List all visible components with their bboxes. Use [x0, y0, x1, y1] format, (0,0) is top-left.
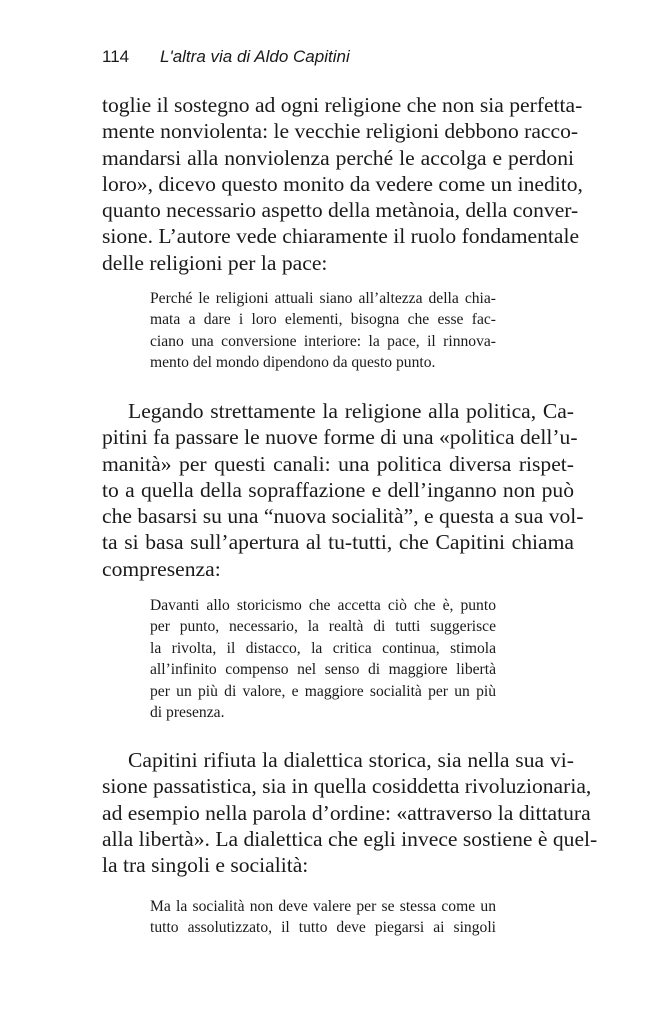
block-quote-1	[150, 288, 496, 374]
body-paragraph-2	[102, 398, 584, 582]
running-header	[102, 47, 350, 67]
text-line: sione. L’autore vede chiaramente il ruolo fondamentale	[102, 224, 580, 249]
text-line: mente nonviolenta: le vecchie religioni debbono racco-	[102, 119, 579, 144]
quote-line: Perché le religioni attuali siano all’altezza della chia-	[150, 290, 496, 307]
quote-line: la rivolta, il distacco, la critica continua, stimola	[150, 639, 496, 657]
page-number: 114	[102, 47, 130, 66]
text-line: compresenza:	[102, 556, 221, 581]
text-line: Legando strettamente la religione alla politica, Ca-	[128, 399, 574, 423]
text-line: to a quella della sopraffazione e dell’inganno non può	[102, 477, 574, 502]
quote-line: Davanti allo storicismo che accetta ciò che è, punto	[150, 597, 496, 614]
running-title: L'altra via di Aldo Capitini	[160, 47, 350, 66]
body-paragraph-3	[102, 747, 598, 878]
text-line: toglie il sostegno ad ogni religione che non sia perfetta-	[102, 93, 583, 117]
text-line: la tra singoli e socialità:	[102, 853, 309, 878]
text-line: sione passatistica, sia in quella cosiddetta rivoluzionaria,	[102, 774, 592, 799]
block-quote-3	[150, 896, 496, 939]
quote-line: di presenza.	[150, 703, 225, 721]
text-line: Capitini rifiuta la dialettica storica, sia nella sua vi-	[128, 748, 574, 772]
text-line: loro», dicevo questo monito da vedere come un inedito,	[102, 171, 583, 196]
quote-line: mento del mondo dipendono da questo punto.	[150, 354, 436, 372]
text-line: alla libertà». La dialettica che egli invece sostiene è quel-	[102, 826, 598, 851]
quote-line: Ma la socialità non deve valere per se stessa come un	[150, 898, 496, 915]
text-line: pitini fa passare le nuove forme di una «politica dell’u-	[102, 425, 578, 450]
quote-line: all’infinito compenso nel senso di maggiore libertà	[150, 661, 496, 679]
body-paragraph-1	[102, 92, 583, 276]
quote-line: mata a dare i loro elementi, bisogna che esse fac-	[150, 311, 496, 329]
block-quote-2	[150, 595, 496, 723]
quote-line: per un più di valore, e maggiore socialità per un più	[150, 682, 496, 700]
text-line: che basarsi su una “nuova socialità”, e questa a sua vol-	[102, 504, 584, 529]
text-line: ad esempio nella parola d’ordine: «attraverso la dittatura	[102, 800, 591, 825]
quote-line: ciano una conversione interiore: la pace, il rinnova-	[150, 332, 496, 350]
text-line: mandarsi alla nonviolenza perché le accolga e perdoni	[102, 145, 574, 170]
text-line: manità» per questi canali: una politica diversa rispet-	[102, 451, 574, 476]
quote-line: tutto assolutizzato, il tutto deve piegarsi ai singoli	[150, 919, 496, 937]
text-line: quanto necessario aspetto della metànoia, della conver-	[102, 198, 579, 223]
text-line: ta si basa sull’apertura al tu-tutti, che Capitini chiama	[102, 530, 574, 555]
quote-line: per punto, necessario, la realtà di tutti suggerisce	[150, 618, 496, 636]
text-line: delle religioni per la pace:	[102, 250, 328, 275]
